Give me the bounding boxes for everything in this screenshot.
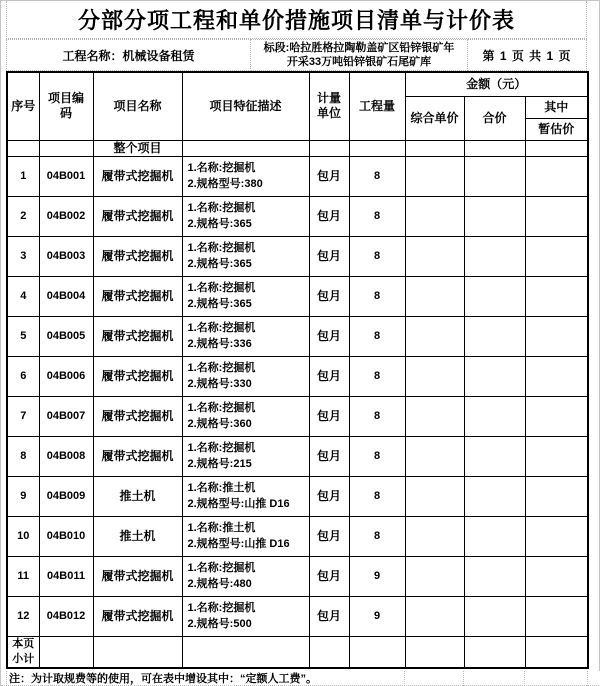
cell-total-price — [464, 476, 525, 516]
cell-name: 履带式挖掘机 — [93, 276, 182, 316]
header-feature: 项目特征描述 — [182, 72, 309, 140]
cell-seq: 10 — [7, 516, 39, 556]
feature-line-1: 1.名称:挖掘机 — [187, 562, 256, 574]
cell-seq: 7 — [7, 396, 39, 436]
cell-seq: 8 — [7, 436, 39, 476]
cell-qty: 8 — [349, 436, 405, 476]
feature-line-1: 1.名称:挖掘机 — [187, 362, 256, 374]
cell-provisional — [525, 156, 588, 196]
feature-line-2: 2.规格号:336 — [187, 338, 252, 350]
table-row — [7, 596, 588, 636]
note-gridline — [524, 671, 525, 686]
table-row — [7, 356, 588, 396]
table-row — [7, 396, 588, 436]
cell-feature — [182, 236, 309, 276]
cell-empty — [464, 636, 525, 668]
cell-feature — [182, 556, 309, 596]
cell-qty: 9 — [349, 556, 405, 596]
cell-provisional — [525, 596, 588, 636]
cell-provisional — [525, 396, 588, 436]
cell-feature — [182, 316, 309, 356]
header-total-price: 合价 — [464, 96, 525, 140]
table-row — [7, 156, 588, 196]
cell-unit: 包月 — [309, 596, 349, 636]
cell-code: 04B008 — [39, 436, 93, 476]
feature-line-1: 1.名称:挖掘机 — [187, 242, 256, 254]
cell-unit: 包月 — [309, 476, 349, 516]
header-code: 项目编码 — [39, 72, 93, 140]
cell-unit: 包月 — [309, 196, 349, 236]
cell-code: 04B006 — [39, 356, 93, 396]
cell-qty: 8 — [349, 356, 405, 396]
cell-qty: 9 — [349, 596, 405, 636]
footer-note: 注：为计取规费等的使用，可在表中增设其中：“定额人工费”。 — [1, 671, 600, 686]
cell-unit-price — [405, 356, 464, 396]
cell-unit: 包月 — [309, 316, 349, 356]
cell-provisional — [525, 316, 588, 356]
cell-name: 履带式挖掘机 — [93, 436, 182, 476]
project-name: 工程名称：机械设备租赁 — [6, 39, 251, 71]
cell-empty — [39, 636, 93, 668]
feature-line-2: 2.规格号:330 — [187, 378, 252, 390]
group-row — [7, 140, 588, 156]
feature-line-2: 2.规格号:480 — [187, 578, 252, 590]
cell-qty: 8 — [349, 316, 405, 356]
cell-total-price — [464, 156, 525, 196]
cell-code: 04B007 — [39, 396, 93, 436]
note-gridline — [404, 671, 405, 686]
cell-empty — [405, 636, 464, 668]
subtotal-label: 本页小计 — [7, 636, 39, 668]
cell-unit: 包月 — [309, 436, 349, 476]
cell-empty — [349, 140, 405, 156]
cell-provisional — [525, 476, 588, 516]
table-row — [7, 316, 588, 356]
cell-total-price — [464, 596, 525, 636]
header-unit: 计量单位 — [309, 72, 349, 140]
group-row-label: 整个项目 — [93, 140, 182, 156]
feature-line-1: 1.名称:推土机 — [187, 522, 256, 534]
cell-name: 履带式挖掘机 — [93, 196, 182, 236]
feature-line-1: 1.名称:挖掘机 — [187, 602, 256, 614]
table-row — [7, 556, 588, 596]
subtotal-row — [7, 636, 588, 668]
cell-code: 04B005 — [39, 316, 93, 356]
cell-provisional — [525, 436, 588, 476]
cell-code: 04B001 — [39, 156, 93, 196]
cell-unit: 包月 — [309, 396, 349, 436]
cell-unit-price — [405, 276, 464, 316]
cell-unit: 包月 — [309, 276, 349, 316]
cell-unit-price — [405, 556, 464, 596]
cell-empty — [525, 636, 588, 668]
note-gridline — [6, 671, 7, 686]
cell-total-price — [464, 276, 525, 316]
cell-seq: 1 — [7, 156, 39, 196]
cell-unit: 包月 — [309, 356, 349, 396]
feature-line-1: 1.名称:挖掘机 — [187, 402, 256, 414]
cell-total-price — [464, 356, 525, 396]
cell-empty — [182, 140, 309, 156]
cell-seq: 6 — [7, 356, 39, 396]
cell-unit-price — [405, 396, 464, 436]
cell-qty: 8 — [349, 276, 405, 316]
cell-feature — [182, 196, 309, 236]
cell-unit: 包月 — [309, 156, 349, 196]
cell-name: 履带式挖掘机 — [93, 356, 182, 396]
cell-empty — [525, 140, 588, 156]
header-of-which: 其中 — [525, 96, 588, 118]
table-row — [7, 476, 588, 516]
note-gridline — [587, 671, 588, 686]
cell-seq: 3 — [7, 236, 39, 276]
cell-total-price — [464, 516, 525, 556]
cell-name: 履带式挖掘机 — [93, 596, 182, 636]
table-row — [7, 196, 588, 236]
cell-code: 04B004 — [39, 276, 93, 316]
cell-feature — [182, 436, 309, 476]
cell-total-price — [464, 436, 525, 476]
cell-feature — [182, 516, 309, 556]
cell-total-price — [464, 396, 525, 436]
cell-provisional — [525, 276, 588, 316]
note-gridline — [463, 671, 464, 686]
section-info: 标段:哈拉胜格拉陶勒盖矿区铅锌银矿年开采33万吨铅锌银矿石尾矿库 — [251, 39, 468, 71]
cell-unit-price — [405, 476, 464, 516]
cell-qty: 8 — [349, 236, 405, 276]
feature-line-2: 2.规格号:365 — [187, 218, 252, 230]
cell-name: 履带式挖掘机 — [93, 236, 182, 276]
cell-code: 04B010 — [39, 516, 93, 556]
feature-line-1: 1.名称:挖掘机 — [187, 282, 256, 294]
feature-line-2: 2.规格号:215 — [187, 458, 252, 470]
cell-provisional — [525, 236, 588, 276]
cell-unit-price — [405, 516, 464, 556]
cell-name: 履带式挖掘机 — [93, 316, 182, 356]
cell-name: 推土机 — [93, 516, 182, 556]
cell-seq: 11 — [7, 556, 39, 596]
cell-seq: 12 — [7, 596, 39, 636]
table-row — [7, 236, 588, 276]
cell-empty — [349, 636, 405, 668]
header-provisional: 暂估价 — [525, 118, 588, 140]
cell-feature — [182, 356, 309, 396]
cell-code: 04B009 — [39, 476, 93, 516]
boq-table — [6, 71, 589, 669]
cell-total-price — [464, 556, 525, 596]
cell-unit-price — [405, 436, 464, 476]
table-row — [7, 516, 588, 556]
feature-line-2: 2.规格型号:山推 D16 — [187, 538, 290, 550]
table-row — [7, 276, 588, 316]
cell-qty: 8 — [349, 396, 405, 436]
feature-line-1: 1.名称:推土机 — [187, 482, 256, 494]
page-title: 分部分项工程和单价措施项目清单与计价表 — [6, 1, 587, 39]
cell-code: 04B002 — [39, 196, 93, 236]
cell-name: 推土机 — [93, 476, 182, 516]
feature-line-1: 1.名称:挖掘机 — [187, 202, 256, 214]
cell-qty: 8 — [349, 156, 405, 196]
header-seq: 序号 — [7, 72, 39, 140]
cell-unit-price — [405, 596, 464, 636]
feature-line-1: 1.名称:挖掘机 — [187, 322, 256, 334]
cell-code: 04B003 — [39, 236, 93, 276]
cell-empty — [464, 140, 525, 156]
cell-qty: 8 — [349, 196, 405, 236]
cell-provisional — [525, 556, 588, 596]
cell-unit: 包月 — [309, 236, 349, 276]
cell-unit-price — [405, 316, 464, 356]
header-unit-price: 综合单价 — [405, 96, 464, 140]
table-row — [7, 436, 588, 476]
cell-qty: 8 — [349, 516, 405, 556]
feature-line-1: 1.名称:挖掘机 — [187, 442, 256, 454]
table-header — [7, 72, 588, 140]
feature-line-2: 2.规格号:365 — [187, 298, 252, 310]
cell-seq: 9 — [7, 476, 39, 516]
cell-unit-price — [405, 236, 464, 276]
page-number: 第 1 页 共 1 页 — [468, 39, 587, 71]
cell-seq: 5 — [7, 316, 39, 356]
cell-unit-price — [405, 156, 464, 196]
header-name: 项目名称 — [93, 72, 182, 140]
cell-seq: 2 — [7, 196, 39, 236]
cell-unit-price — [405, 196, 464, 236]
cell-total-price — [464, 236, 525, 276]
cell-empty — [309, 140, 349, 156]
header-amount-group: 金额（元） — [405, 72, 588, 96]
cell-code: 04B011 — [39, 556, 93, 596]
cell-unit: 包月 — [309, 556, 349, 596]
feature-line-1: 1.名称:挖掘机 — [187, 162, 256, 174]
cell-qty: 8 — [349, 476, 405, 516]
cell-empty — [7, 140, 39, 156]
cell-name: 履带式挖掘机 — [93, 156, 182, 196]
cell-empty — [405, 140, 464, 156]
cell-code: 04B012 — [39, 596, 93, 636]
cell-feature — [182, 156, 309, 196]
feature-line-2: 2.规格号:360 — [187, 418, 252, 430]
cell-empty — [309, 636, 349, 668]
table-body — [7, 140, 588, 668]
cell-seq: 4 — [7, 276, 39, 316]
cell-empty — [93, 636, 182, 668]
feature-line-2: 2.规格型号:山推 D16 — [187, 498, 290, 510]
cell-name: 履带式挖掘机 — [93, 556, 182, 596]
cell-provisional — [525, 196, 588, 236]
feature-line-2: 2.规格号:365 — [187, 258, 252, 270]
cell-feature — [182, 476, 309, 516]
cell-provisional — [525, 356, 588, 396]
cell-total-price — [464, 316, 525, 356]
cell-feature — [182, 596, 309, 636]
feature-line-2: 2.规格型号:380 — [187, 178, 263, 190]
cell-total-price — [464, 196, 525, 236]
cell-empty — [39, 140, 93, 156]
cell-empty — [182, 636, 309, 668]
feature-line-2: 2.规格号:500 — [187, 618, 252, 630]
cell-name: 履带式挖掘机 — [93, 396, 182, 436]
header-quantity: 工程量 — [349, 72, 405, 140]
cell-provisional — [525, 516, 588, 556]
cell-unit: 包月 — [309, 516, 349, 556]
cell-feature — [182, 396, 309, 436]
cell-feature — [182, 276, 309, 316]
subheader — [6, 39, 587, 71]
